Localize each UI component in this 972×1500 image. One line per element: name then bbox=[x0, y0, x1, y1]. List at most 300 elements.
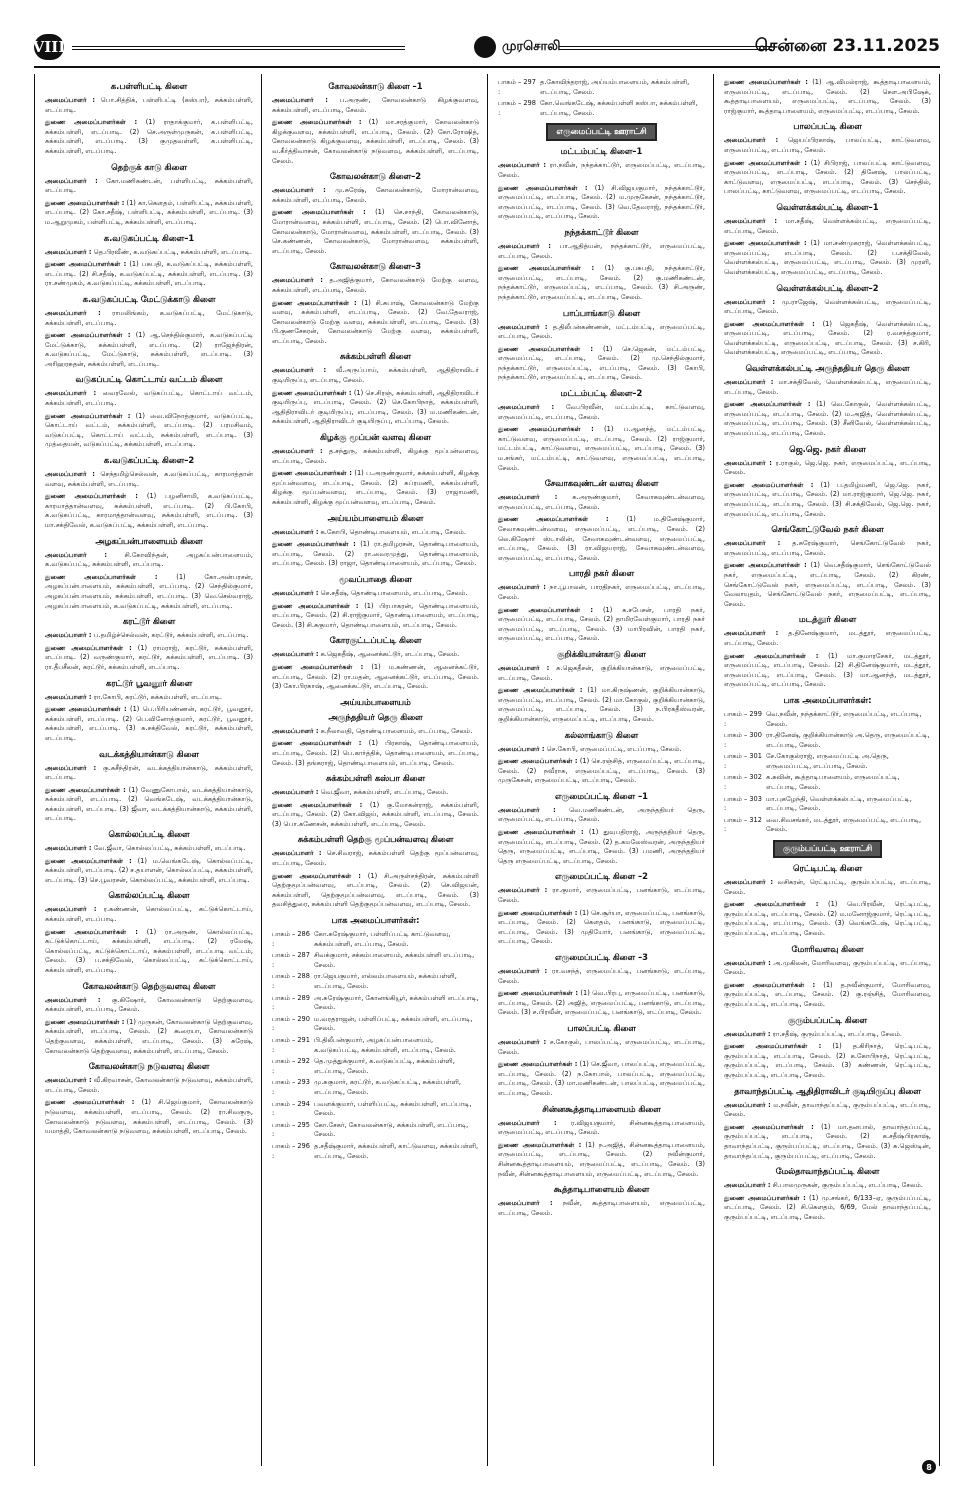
booth-row bbox=[272, 1100, 479, 1119]
role-label: துணை அமைப்பாளர்கள் : bbox=[272, 871, 361, 880]
branch-title bbox=[45, 162, 253, 174]
role-label: அமைப்பாளர் : bbox=[272, 588, 319, 597]
role-label: துணை அமைப்பாளர்கள் : bbox=[45, 411, 131, 420]
member-details: செந்தமிழ்செல்வன், க.வடுகப்பட்டி, காரமாத்தான் வளவு, சுக்கம்பள்ளி, எடப்பாடி. bbox=[45, 470, 253, 488]
member-details: பா.ஆதித்யன், நந்தக்காட்டூர், எருமைப்பட்டி, எடப்பாடி, சேலம். bbox=[498, 241, 705, 260]
member-details: த.அஜித்குமார், கோவலன்காடு மேற்கு வளவு, சுக்கம்பள்ளி, எடப்பாடி, சேலம். bbox=[272, 276, 479, 294]
role-label: துணை அமைப்பாளர்கள் : bbox=[45, 1017, 125, 1026]
branch-section bbox=[45, 81, 253, 157]
member-entry bbox=[724, 561, 931, 609]
member-entry bbox=[45, 1076, 253, 1095]
member-entry bbox=[272, 727, 479, 737]
member-entry bbox=[45, 1018, 253, 1056]
member-details: வே.ஜீவா, கொல்லப்பட்டி, சுக்கம்பள்ளி, எடப்பாடி. bbox=[93, 844, 246, 853]
member-details: ராமலிங்கம், க.வடுகப்பட்டி, மேட்டுகாடு, சுக்கம்பள்ளி, எடப்பாடி. bbox=[45, 308, 253, 327]
member-details: ச.கோகுல், பாலப்பட்டி, எருமைப்பட்டி, எடப்பாடி, சேலம். bbox=[498, 1037, 705, 1056]
booth-organizer: ம.வரதராஜன், பள்ளிப்பட்டி, சுக்கம்பள்ளி, எடப்பாடி, சேலம். bbox=[314, 1014, 473, 1033]
branch-title bbox=[724, 524, 931, 536]
booth-row bbox=[272, 930, 479, 949]
section-title-text: எருமைப்பட்டி கிளை –3 bbox=[555, 952, 648, 962]
branch-section bbox=[45, 981, 253, 1057]
role-label: துணை அமைப்பாளர்கள் : bbox=[724, 651, 819, 660]
member-details: ரா.நவீன், நந்தக்காட்டூர், எருமைப்பட்டி, எடப்பாடி, சேலம். bbox=[498, 161, 705, 179]
section-title-text: தெற்குக் காடு கிளை bbox=[111, 161, 187, 172]
booth-row bbox=[272, 1121, 479, 1140]
member-entry bbox=[45, 996, 253, 1015]
section-title-text: எருமைப்பட்டி ஊராட்சி bbox=[546, 123, 656, 141]
member-details: ரா.வசந்த், எருமைப்பட்டி, பனங்காடு, எடப்பாடி, சேலம். bbox=[498, 967, 705, 985]
member-entry bbox=[724, 320, 931, 358]
booth-number: பாகம் – 299 : bbox=[724, 709, 762, 728]
member-entry bbox=[272, 650, 479, 660]
branch-section bbox=[498, 227, 705, 303]
member-entry bbox=[724, 1101, 931, 1120]
member-details: ஜெயப்பிரகாஷ், பாலப்பட்டி, காட்டுவளவு, எருமைப்பட்டி, எடப்பாடி, சேலம். bbox=[724, 136, 931, 154]
member-entry bbox=[724, 78, 931, 116]
member-details: (1) வெ.கோகுல், வெள்ளக்கல்பட்டி, எருமைப்பட்டி, எடப்பாடி, சேலம். (2) ம.அஜித், வெள்ளக்கல்பட்டி, எருமைப்பட்டி, எடப்பாடி, சேலம். (3) சீனிவேல், வெள்ளக்கல்பட்டி, எருமைப்பட்டி, எடப்பாடி, சேலம். bbox=[724, 400, 931, 438]
role-label: துணை அமைப்பாளர்கள் : bbox=[45, 1098, 135, 1107]
section-title-text: மேல்தாவாந்தப்பட்டி கிளை bbox=[775, 1166, 880, 1177]
member-details: (1) முருகன், கோவலன்காடு தெற்குவளவு, சுக்கம்பள்ளி, எடப்பாடி, சேலம். (2) கூரையா, கோவலன்காடு தெற்குவளவு, சுக்கம்பள்ளி, எடப்பாடி, சேலம். (3) சுரேஷ், கோவலன்காடு தெற்குவளவு, சுக்கம்பள்ளி, எடப்பாடி, சேலம். bbox=[45, 1017, 253, 1055]
role-label: அமைப்பாளர் : bbox=[45, 692, 92, 701]
role-label: அமைப்பாளர் : bbox=[498, 967, 548, 975]
section-title-text: குறிக்கியான்காடு கிளை bbox=[557, 648, 646, 659]
branch-title bbox=[272, 261, 479, 273]
member-entry bbox=[498, 989, 705, 1018]
role-label: அமைப்பாளர் : bbox=[272, 366, 327, 375]
column-1 bbox=[35, 74, 259, 1466]
role-label: துணை அமைப்பாளர்கள் : bbox=[724, 900, 819, 909]
member-entry bbox=[272, 801, 479, 830]
member-details: (1) ராமராஜ், கரட்டூர், சுக்கம்பள்ளி, எடப்பாடி. (2) வருண்குமார், கரட்டூர், சுக்கம்பள்ளி, எடப்பாடி. (3) ரா.தீபசீலன், கரட்டூர், சுக்கம்பள்ளி, எடப்பாடி. bbox=[45, 643, 253, 671]
booth-row bbox=[272, 1142, 479, 1161]
branch-section bbox=[272, 834, 479, 910]
booth-row bbox=[498, 78, 705, 97]
booth-row bbox=[724, 795, 931, 814]
branch-section bbox=[498, 952, 705, 1018]
role-label: துணை அமைப்பாளர்கள் : bbox=[498, 183, 588, 192]
member-entry bbox=[724, 652, 931, 690]
member-entry bbox=[724, 1194, 931, 1223]
branch-title bbox=[724, 695, 931, 707]
branch-section bbox=[724, 1015, 931, 1081]
member-entry bbox=[272, 299, 479, 347]
branch-section bbox=[272, 697, 479, 768]
member-details: ரா.கோபி, கரட்டூர், சுக்கம்பள்ளி, எடப்பாடி. bbox=[93, 692, 222, 701]
role-label: அமைப்பாளர் : bbox=[498, 241, 551, 250]
member-entry bbox=[272, 528, 479, 538]
member-entry bbox=[45, 492, 253, 530]
branch-title bbox=[724, 1086, 931, 1098]
branch-section bbox=[45, 536, 253, 612]
role-label: அமைப்பாளர் : bbox=[724, 136, 779, 145]
role-label: துணை அமைப்பாளர்கள் : bbox=[498, 344, 593, 353]
branch-section bbox=[498, 568, 705, 644]
member-details: வெ.ஜீவா, சுக்கம்பள்ளி, எடப்பாடி, சேலம். bbox=[320, 788, 449, 797]
branch-title bbox=[498, 1184, 705, 1196]
role-label: அமைப்பாளர் : bbox=[45, 470, 95, 479]
branch-title bbox=[272, 351, 479, 363]
booth-number: பாகம் – 302 : bbox=[724, 773, 762, 792]
member-entry bbox=[272, 589, 479, 599]
member-entry bbox=[724, 1123, 931, 1161]
branch-title bbox=[724, 283, 931, 295]
section-title-text: அய்யம்பாளையம் bbox=[340, 696, 411, 707]
section-title-text: க.பள்ளிபட்டி கிளை bbox=[110, 81, 188, 91]
role-label: துணை அமைப்பாளர்கள் : bbox=[724, 980, 816, 989]
member-entry bbox=[724, 959, 931, 978]
booth-organizer: அ.சுரேஷ்குமார், கோனங்கியூர், சுக்கம்பள்ளி எடப்பாடி, சேலம். bbox=[314, 993, 479, 1012]
member-entry bbox=[498, 1141, 705, 1179]
member-entry bbox=[272, 276, 479, 295]
branch-title bbox=[498, 568, 705, 580]
member-details: (1) சி.விஜயகுமார், நந்தக்காட்டூர், எருமைப்பட்டி, எடப்பாடி, சேலம். (2) ம.முருகேசன், நந்தக்காட்டூர், எருமைப்பட்டி, எடப்பாடி, சேலம். (3) வெ.தேவராஜ், நந்தக்காட்டூர், எருமைப்பட்டி, எடப்பாடி, சேலம். bbox=[498, 183, 705, 221]
branch-section bbox=[498, 730, 705, 786]
section-title-text: மோரிவளவு கிளை bbox=[791, 943, 864, 954]
branch-title bbox=[45, 829, 253, 841]
role-label: அமைப்பாளர் : bbox=[272, 96, 328, 104]
member-details: (1) பிரகாஷ், தொண்டிபாளையம், எடப்பாடி, சேலம். (2) பெ.கார்த்திக், தொண்டிபாளையம், எடப்பாடி, சேலம். (3) தங்கராஜ், தொண்டிபாளையம், எடப்பாடி, சேலம். bbox=[272, 739, 479, 767]
role-label: துணை அமைப்பாளர்கள் : bbox=[45, 856, 132, 865]
member-details: (1) ம.கண்ணன், ஆனைக்கட்டூர், எடப்பாடி, சேலம். (2) ரா.மதன், ஆனைக்கட்டூர், எடப்பாடி, சேலம். (3) கோ.பிரகாஷ், ஆனைக்கட்டூர், எடப்பாடி, சேலம். bbox=[272, 662, 479, 691]
member-entry bbox=[45, 248, 253, 258]
branch-section bbox=[272, 81, 479, 166]
section-title-text: எருமைப்பட்டி கிளை –2 bbox=[555, 871, 648, 882]
masthead bbox=[474, 36, 561, 58]
role-label: துணை அமைப்பாளர்கள் : bbox=[498, 605, 593, 614]
booth-organizer: சிவக்குமார், சக்கம்பாளையம், சுக்கம்பள்ளி எடப்பாடி, சேலம். bbox=[314, 951, 475, 969]
role-label: துணை அமைப்பாளர்கள் : bbox=[45, 785, 126, 794]
branch-title bbox=[45, 616, 253, 628]
section-title-text: கோவலன்காடு கிளை –1 bbox=[328, 81, 423, 91]
branch-section bbox=[45, 678, 253, 744]
role-label: அமைப்பாளர் : bbox=[724, 1029, 771, 1038]
booth-number: பாகம் – 293 : bbox=[272, 1078, 310, 1096]
member-details: (1) த.கிரிநாத், ரெட்டிபட்டி, குரும்பப்பட்டி, எடப்பாடி, சேலம். (2) க.கோபிநாத், ரெட்டிபட்டி, குரும்பப்பட்டி, எடப்பாடி, சேலம். (3) கண்ணன், ரெட்டிபட்டி, குரும்பப்பட்டி, எடப்பாடி, சேலம். bbox=[724, 1042, 931, 1079]
branch-section bbox=[724, 1166, 931, 1222]
section-title-text: க.வடுகப்பட்டி மேட்டுக்காடு கிளை bbox=[82, 293, 216, 304]
role-label: துணை அமைப்பாளர்கள் : bbox=[724, 1042, 822, 1051]
branch-title bbox=[45, 981, 253, 993]
role-label: அமைப்பாளர் : bbox=[498, 1037, 547, 1046]
dateline: சென்னை 23.11.2025 bbox=[754, 36, 940, 56]
member-details: த.திலீபன்கண்ணன், மட்டம்பட்டி, எருமைப்பட்டி, எடப்பாடி, சேலம். bbox=[498, 322, 705, 341]
branch-section bbox=[724, 695, 931, 835]
branch-section bbox=[724, 1086, 931, 1162]
role-label: அமைப்பாளர் : bbox=[45, 1076, 92, 1085]
member-entry bbox=[498, 161, 705, 180]
section-title-text: நந்தக்காட்டூர் கிளை bbox=[564, 226, 639, 237]
member-details: (1) பிரபாகரன், தொண்டிபாளையம், எடப்பாடி, சேலம். (2) சி.ராஜ்குமார், தொண்டிபாளையம், எடப்பாடி, சேலம். (3) சி.சுகுமார், தொண்டிபாளையம், எடப்பாடி, சேலம். bbox=[272, 601, 479, 629]
section-title-text: பாக அமைப்பாளர்கள்: bbox=[783, 694, 872, 705]
booth-organizer: பவளக்குமார், பள்ளிப்பட்டி, சுக்கம்பள்ளி, எடப்பாடி, சேலம். bbox=[314, 1099, 472, 1118]
member-entry bbox=[45, 118, 253, 156]
branch-title bbox=[45, 233, 253, 245]
member-details: (1) பெ.பிரியண்ணன், கரட்டூர், பூவனூர், சுக்கம்பள்ளி, எடப்பாடி. (2) பெ.வினோத்குமார், கரட்டூர், பூவனூர், சுக்கம்பள்ளி, எடப்பாடி. (3) சு.சக்திவேல், கரட்டூர், சுக்கம்பள்ளி, எடப்பாடி. bbox=[45, 705, 253, 742]
member-entry bbox=[45, 260, 253, 289]
member-entry bbox=[272, 602, 479, 631]
role-label: துணை அமைப்பாளர்கள் : bbox=[45, 118, 138, 127]
member-entry bbox=[272, 663, 479, 692]
section-title-text: பாக அமைப்பாளர்கள்: bbox=[331, 915, 420, 926]
member-entry bbox=[498, 806, 705, 825]
role-label: துணை அமைப்பாளர்கள் : bbox=[724, 1193, 806, 1202]
branch-title bbox=[272, 834, 479, 846]
member-entry bbox=[45, 177, 253, 196]
role-label: அமைப்பாளர் : bbox=[724, 878, 773, 887]
branch-title bbox=[498, 308, 705, 320]
member-entry bbox=[272, 186, 479, 205]
member-entry bbox=[724, 239, 931, 277]
role-label: துணை அமைப்பாளர்கள் : bbox=[724, 239, 807, 248]
member-details: (1) மா.சண்முகராஜ், வெள்ளக்கல்பட்டி, எருமைப்பட்டி, எடப்பாடி, சேலம். (2) ப.சக்திவேல், வெள்ளக்கல்பட்டி, எருமைப்பட்டி, எடப்பாடி, சேலம். (3) முரளி, வெள்ளக்கல்பட்டி, எருமைப்பட்டி, எடப்பாடி, சேலம். bbox=[724, 239, 931, 276]
member-entry bbox=[45, 928, 253, 976]
branch-title bbox=[272, 773, 479, 785]
branch-section bbox=[272, 351, 479, 427]
member-details: (1) ப.ஆனந்த், மட்டம்பட்டி, காட்டுவளவு, எருமைப்பட்டி, எடப்பாடி, சேலம். (2) ராஜ்குமார், மட்டம்பட்டி, காட்டுவளவு, எருமைப்பட்டி, எடப்பாடி, சேலம். (3) ம.சங்கர், மட்டம்பட்டி, காட்டுவளவு, எருமைப்பட்டி, எடப்பாடி, சேலம். bbox=[498, 425, 705, 472]
section-title-text: கோவலன்காடு கிளை–3 bbox=[329, 261, 422, 272]
branch-title bbox=[272, 697, 479, 709]
booth-number: பாகம் – 286 : bbox=[272, 930, 310, 948]
branch-section bbox=[724, 78, 931, 116]
member-entry bbox=[498, 242, 705, 261]
member-entry bbox=[498, 1119, 705, 1138]
branch-title bbox=[724, 363, 931, 375]
branch-title bbox=[272, 635, 479, 647]
member-entry bbox=[498, 886, 705, 905]
section-title-text: பாரதி நகர் கிளை bbox=[568, 568, 635, 579]
member-details: நா.பூபாலன், பாரதிநகர், எருமைப்பட்டி, எடப்பாடி, சேலம். bbox=[498, 583, 705, 601]
member-entry bbox=[45, 844, 253, 854]
branch-section bbox=[45, 890, 253, 975]
booth-organizer: ரா.தினேஷ், குறிக்கியான்காடு அ.தெரு, எருமைப்பட்டி, எடப்பாடி, சேலம். bbox=[766, 731, 930, 749]
section-title-text: சுக்கம்பள்ளி கஸ்பா கிளை bbox=[325, 773, 426, 784]
member-entry bbox=[45, 389, 253, 408]
branch-title bbox=[45, 890, 253, 902]
booth-number: பாகம் – 303 : bbox=[724, 794, 762, 813]
section-title-text: அய்யம்பாளையம் கிளை bbox=[327, 512, 424, 523]
role-label: துணை அமைப்பாளர்கள் : bbox=[45, 572, 158, 581]
branch-section bbox=[45, 749, 253, 825]
section-title-text: பாப்பாங்காடு கிளை bbox=[562, 307, 641, 318]
branch-title bbox=[498, 952, 705, 964]
role-label: துணை அமைப்பாளர்கள் : bbox=[724, 561, 807, 570]
branch-title bbox=[498, 227, 705, 239]
booth-organizer: க.சுவின், கூத்தாடிபாளையம், எருமைப்பட்டி, எடப்பாடி, சேலம். bbox=[766, 773, 900, 792]
member-details: (1) கு.பசுபதி, நந்தக்காட்டூர், எருமைப்பட்டி, எடப்பாடி, சேலம். (2) கு.மணிகண்டன், நந்தக்காட்டூர், எருமைப்பட்டி, எடப்பாடி, சேலம். (3) சி.அருண், நந்தக்காட்டூர், எருமைப்பட்டி, எடப்பாடி, சேலம். bbox=[498, 264, 705, 301]
section-title-text: கிழக்கு மூப்பன் வளவு கிளை bbox=[320, 432, 431, 443]
member-details: (1) வெ.சதீஷ்குமார், செங்கோட்டுவேல் நகர், எருமைப்பட்டி, எடப்பாடி, சேலம். (2) கிரண், செங்கோட்டுவேல் நகர், எருமைப்பட்டி, எடப்பாடி, சேலம். (3) வேலாயுதம், செங்கோட்டுவேல் நகர், எருமைப்பட்டி, எடப்பாடி, சேலம். bbox=[724, 561, 931, 608]
branch-section bbox=[272, 773, 479, 829]
branch-section bbox=[724, 863, 931, 939]
role-label: அமைப்பாளர் : bbox=[45, 844, 92, 853]
section-title-text: மட்டம்பட்டி கிளை–1 bbox=[560, 146, 643, 157]
member-details: மு.சுரேஷ், கோவலன்காடு, மோரான்வளவு, சுக்கம்பள்ளி, எடப்பாடி, சேலம். bbox=[272, 186, 479, 204]
section-title-text: குரும்பப்பட்டி ஊராட்சி bbox=[773, 840, 882, 858]
section-title-text: பாலப்பட்டி கிளை bbox=[793, 121, 862, 132]
booth-row bbox=[724, 773, 931, 792]
role-label: துணை அமைப்பாளர்கள் : bbox=[272, 469, 352, 478]
member-entry bbox=[45, 331, 253, 369]
booth-organizer: மு.சுகுமார், கரட்டூர், க.வடுகப்பட்டி, சுக்கம்பள்ளி, எடப்பாடி, சேலம். bbox=[314, 1078, 461, 1096]
branch-title bbox=[498, 871, 705, 883]
branch-section bbox=[498, 1104, 705, 1180]
member-entry bbox=[45, 470, 253, 489]
member-details: (1) ந.அஜித், சின்னகூத்தாடிபாளையம், எருமைப்பட்டி, எடப்பாடி, சேலம். (2) நவீன்குமார், சின்னகூத்தாடிபாளையம், எருமைப்பட்டி, எடப்பாடி, சேலம். (3) நவீன், சின்னகூத்தாடிபாளையம், எருமைப்பட்டி, எடப்பாடி, சேலம். bbox=[498, 1140, 705, 1178]
role-label: துணை அமைப்பாளர்கள் : bbox=[272, 298, 357, 307]
booth-organizer: பி.திலீபன்குமார், அழகப்பன்பாளையம், க.வடுகப்பட்டி, சுக்கம்பள்ளி, எடப்பாடி, சேலம். bbox=[314, 1035, 456, 1054]
member-details: வீ.கிரவாசன், கோவலன்காடு நடுவளவு, சுக்கம்பள்ளி, எடப்பாடி, சேலம். bbox=[45, 1076, 253, 1094]
role-label: துணை அமைப்பாளர்கள் : bbox=[498, 1140, 582, 1149]
section-title-text: தாவாந்தப்பட்டி ஆதிதிராவிடர் குடியிருப்பு கிளை bbox=[734, 1085, 921, 1096]
role-label: அமைப்பாளர் : bbox=[498, 744, 545, 753]
section-title-text: க.வடுகப்பட்டி கிளை–2 bbox=[103, 455, 195, 466]
member-details: (1) செ.ரஞ்சித், எருமைப்பட்டி, எடப்பாடி, சேலம். (2) நவீராசு, எருமைப்பட்டி, எடப்பாடி, சேலம். (3) முருகேசன், எருமைப்பட்டி, எடப்பாடி, சேலம். bbox=[498, 757, 705, 785]
member-details: (1) சி.அருள்சந்திரன், சுக்கம்பள்ளி தெற்குமூப்பன்வளவு, எடப்பாடி, சேலம். (2) செ.விஜயன், சுக்கம்பள்ளி, தெற்குமூப்பன்வளவு, எடப்பாடி, சேலம். (3) தவசித்துரை, சுக்கம்பள்ளி தெற்குமூப்பன்வளவு, எடப்பாடி, சேலம். bbox=[272, 871, 479, 909]
booth-number: பாகம் – 291 : bbox=[272, 1035, 310, 1054]
member-details: (1) கோ.அன்பரசன், அழகப்பன்பாளையம், சுக்கம்பள்ளி, எடப்பாடி. (2) செந்தில்குமார், அழகப்பன்பாளையம், சுக்கம்பள்ளி, எடப்பாடி. (3) வெ.செல்வராஜ், அழகப்பன்பாளையம், க.வடுகப்பட்டி, சுக்கம்பள்ளி, எடப்பாடி. bbox=[45, 572, 253, 610]
booth-organizer: சே.கோகுல்ராஜ், எருமைப்பட்டி அ.தெரு, எருமைப்பட்டி, எடப்பாடி, சேலம். bbox=[766, 752, 889, 770]
branch-section bbox=[45, 233, 253, 289]
role-label: அமைப்பாளர் : bbox=[498, 1199, 553, 1208]
role-label: அமைப்பாளர் : bbox=[498, 161, 546, 170]
member-details: (1) ம.தினேஷ்குமார், சேவாகவுண்டன்வளவு, எருமைப்பட்டி, எடப்பாடி, சேலம். (2) லெ.கிஷோர் ஸ்டாலின், சேவாகவுண்டன்வளவு, எருமைப்பட்டி, எடப்பாடி, சேலம். (3) ரா.விஜயராஜ், சேவாகவுண்டன்வளவு, எருமைப்பட்டி, எடப்பாடி, சேலம். bbox=[498, 515, 705, 562]
member-entry bbox=[45, 857, 253, 886]
booth-number: பாகம் – 300 : bbox=[724, 731, 762, 749]
branch-section bbox=[724, 202, 931, 278]
role-label: அமைப்பாளர் : bbox=[272, 650, 319, 659]
member-details: தெ.பிரவீண், க.வடுகப்பட்டி, சுக்கம்பள்ளி, எடப்பாடி. bbox=[93, 247, 253, 256]
member-entry bbox=[272, 96, 479, 115]
booth-organizer: கோ.வெங்கடேஷ், சுக்கம்பள்ளி கஸ்பா, சுக்கம்பள்ளி, எடப்பாடி, சேலம். bbox=[540, 99, 698, 117]
member-entry bbox=[498, 345, 705, 383]
branch-title bbox=[45, 536, 253, 548]
role-label: அமைப்பாளர் : bbox=[45, 176, 98, 185]
branch-title bbox=[724, 944, 931, 956]
member-entry bbox=[498, 1199, 705, 1218]
member-details: ரா.சதீஷ், குரும்பப்பட்டி, எடப்பாடி, சேலம். bbox=[772, 1029, 902, 1038]
member-details: வசிகரன், ரெட்டிபட்டி, குரும்பப்பட்டி, எடப்பாடி, சேலம். bbox=[724, 878, 931, 896]
branch-section bbox=[498, 478, 705, 563]
member-entry bbox=[498, 1060, 705, 1098]
member-details: (1) ஜெகதீஷ், வெள்ளக்கல்பட்டி, எருமைப்பட்டி, எடப்பாடி, சேலம். (2) ர.வசந்த்குமார், வெள்ளக்கல்பட்டி, எருமைப்பட்டி, எடப்பாடி, சேலம். (3) ச.கிரி, வெள்ளக்கல்பட்டி, எருமைப்பட்டி, எடப்பாடி, சேலம். bbox=[724, 319, 931, 357]
branch-section bbox=[45, 162, 253, 228]
branch-section bbox=[45, 455, 253, 531]
role-label: துணை அமைப்பாளர்கள் : bbox=[45, 198, 125, 207]
role-label: துணை அமைப்பாளர்கள் : bbox=[498, 1060, 578, 1069]
member-details: (1) மா.தனபால், தாவாந்தப்பட்டி, குரும்பப்பட்டி, எடப்பாடி, சேலம். (2) க.சதீஷ்பிரகாஷ், தாவாந்தப்பட்டி, குரும்பப்பட்டி, எடப்பாடி, சேலம். (3) சு.ஜெஸ்டின், தாவாந்தப்பட்டி, குரும்பப்பட்டி, எடப்பாடி, சேலம். bbox=[724, 1122, 931, 1160]
role-label: துணை அமைப்பாளர்கள் : bbox=[272, 540, 356, 549]
section-title-text: க.வடுகப்பட்டி கிளை–1 bbox=[103, 232, 195, 243]
member-entry bbox=[272, 389, 479, 427]
role-label: அமைப்பாளர் : bbox=[45, 995, 101, 1004]
booth-row bbox=[272, 1015, 479, 1034]
section-title-text: கரட்டூர் கிளை bbox=[122, 616, 176, 627]
role-label: துணை அமைப்பாளர்கள் : bbox=[498, 828, 584, 837]
role-label: அமைப்பாளர் : bbox=[272, 186, 326, 195]
booth-row bbox=[272, 1078, 479, 1097]
section-title-text: சுக்கம்பள்ளி கிளை bbox=[339, 351, 412, 362]
role-label: துணை அமைப்பாளர்கள் : bbox=[272, 662, 364, 671]
section-title-text: கோரகுட்டப்பட்டி கிளை bbox=[329, 635, 422, 646]
branch-section bbox=[498, 649, 705, 725]
role-label: துணை அமைப்பாளர்கள் : bbox=[45, 705, 127, 714]
branch-title bbox=[272, 81, 479, 93]
branch-title bbox=[724, 614, 931, 626]
member-details: (1) செ.சிரஞ், சுக்கம்பள்ளி, ஆதிதிராவிடர் குடியிருப்பு, எடப்பாடி, சேலம். (2) செ.கோபிநாத், சுக்கம்பள்ளி, ஆதிதிராவிடர் குடியிருப்பு, எடப்பாடி, சேலம். (3) ம.மணிகண்டன், சுக்கம்பள்ளி, ஆதிதிராவிடர் குடியிருப்பு, எடப்பாடி, சேலம். bbox=[272, 388, 479, 426]
branch-section bbox=[498, 791, 705, 867]
member-details: (1) பழனிசாமி, க.வடுகப்பட்டி, காரமாத்தான்வளவு, சுக்கம்பள்ளி, எடப்பாடி. (2) பி.கோபி, க.வடுகப்பட்டி, காரமாத்தான்வளவு, சுக்கம்பள்ளி, எடப்பாடி. (3) மா.சக்திவேல், க.வடுகப்பட்டி, சுக்கம்பள்ளி, எடப்பாடி. bbox=[45, 492, 253, 529]
booth-row bbox=[272, 1057, 479, 1076]
member-entry bbox=[272, 540, 479, 569]
role-label: அமைப்பாளர் : bbox=[498, 493, 558, 502]
member-entry bbox=[724, 481, 931, 519]
member-details: (1) ஆ.விமல்ராஜ், கூத்தாடிபாளையம், எருமைப்பட்டி, எடப்பாடி, சேலம். (2) செள.அபிஷேக், கூத்தாடிபாளையம், எருமைப்பட்டி, எடப்பாடி, சேலம். (3) ராஜ்குமார், கூத்தாடிபாளையம், எருமைப்பட்டி, எடப்பாடி, சேலம். bbox=[724, 78, 931, 115]
section-title-text: மட்டம்பட்டி கிளை–2 bbox=[560, 388, 643, 399]
booth-number: பாகம் – 312 : bbox=[724, 815, 762, 834]
role-label: அமைப்பாளர் : bbox=[724, 378, 774, 387]
branch-title bbox=[498, 1023, 705, 1035]
role-label: அமைப்பாளர் : bbox=[272, 788, 319, 797]
branch-section bbox=[498, 388, 705, 473]
role-label: அமைப்பாளர் : bbox=[45, 631, 92, 640]
role-label: துணை அமைப்பாளர்கள் : bbox=[724, 158, 807, 167]
member-entry bbox=[45, 693, 253, 703]
role-label: அமைப்பாளர் : bbox=[498, 403, 555, 412]
section-title-text: சின்னகூத்தாடிபாளையம் கிளை bbox=[542, 1103, 661, 1114]
member-details: (1) செ.சூர்யா, எருமைப்பட்டி, பனங்காடு, எடப்பாடி, சேலம். (2) கௌதம், பனங்காடு, எருமைப்பட்டி, எடப்பாடி, சேலம். (3) முதியோர், பனங்காடு, எருமைப்பட்டி, எடப்பாடி, சேலம். bbox=[498, 908, 705, 946]
branch-title bbox=[498, 388, 705, 400]
role-label: துணை அமைப்பாளர்கள் : bbox=[498, 908, 578, 917]
branch-section bbox=[45, 616, 253, 672]
booth-number: பாகம் – 298 : bbox=[498, 99, 536, 117]
member-details: (1) ப.அருண்குமார், சுக்கம்பள்ளி, கிழக்கு மூப்பன்வளவு, எடப்பாடி, சேலம். (2) சுப்ரமணி, சுக்கம்பள்ளி, கிழக்கு மூப்பன்வளவு, எடப்பாடி, சேலம். (3) ராஜாமணி, சுக்கம்பள்ளி, கிழக்கு மூப்பன்வளவு, எடப்பாடி, சேலம். bbox=[272, 469, 479, 506]
branch-section bbox=[724, 363, 931, 439]
member-entry bbox=[498, 909, 705, 947]
member-entry bbox=[724, 900, 931, 938]
role-label: அமைப்பாளர் : bbox=[724, 216, 777, 225]
member-entry bbox=[724, 459, 931, 478]
member-details: (1) கா.கௌதம், பள்ளிபட்டி, சுக்கம்பள்ளி, எடப்பாடி. (2) கோ.சதீஷ், பள்ளிபட்டி, சுக்கம்பள்ளி, எடப்பாடி. (3) ம.ஆறுமுகம், பள்ளிபட்டி, சுக்கம்பள்ளி, எடப்பாடி. bbox=[45, 198, 253, 226]
branch-title bbox=[272, 432, 479, 444]
section-title-text: வடுகப்பட்டி கொட்டாய் வட்டம் கிளை bbox=[75, 374, 223, 385]
role-label: அமைப்பாளர் : bbox=[498, 1118, 557, 1127]
booth-number: பாகம் – 296 : bbox=[272, 1141, 310, 1160]
booth-row bbox=[724, 731, 931, 750]
role-label: துணை அமைப்பாளர்கள் : bbox=[498, 425, 594, 434]
member-details: (1) மா.கிருஷ்ணன், குறிக்கியான்காடு, எருமைப்பட்டி, எடப்பாடி, சேலம். (2) மா.கோகுல், குறிக்கியான்காடு, எருமைப்பட்டி, எடப்பாடி, சேலம். (3) ந.பிரகதீஸ்வரன், குறிக்கியான்காடு, எருமைப்பட்டி, எடப்பாடி, சேலம். bbox=[498, 686, 705, 723]
member-details: (1) ம.வெங்கடேஷ், கொல்லப்பட்டி, சுக்கம்பள்ளி, எடப்பாடி. (2) ச.தயாளன், கொல்லப்பட்டி, சுக்கம்பள்ளி, எடப்பாடி. (3) செ.பூவரசன், கொல்லப்பட்டி, சுக்கம்பள்ளி, எடப்பாடி. bbox=[45, 856, 253, 884]
role-label: துணை அமைப்பாளர்கள் : bbox=[45, 260, 127, 269]
section-title-text: குரும்பப்பட்டி கிளை bbox=[787, 1014, 868, 1025]
section-title-text: கொல்லப்பட்டி கிளை bbox=[108, 829, 190, 840]
member-details: (1) பசுபதி, க.வடுகப்பட்டி, சுக்கம்பள்ளி, எடப்பாடி. (2) சி.சதீஷ், க.வடுகப்பட்டி, சுக்கம்பள்ளி, எடப்பாடி. (3) ரா.சண்முகம், க.வடுகப்பட்டி, சுக்கம்பள்ளி, எடப்பாடி. bbox=[45, 260, 253, 288]
member-entry bbox=[45, 631, 253, 641]
member-details: (1) ரா.அருண், கொல்லப்பட்டி, கட்டுக்கொட்டாய், சுக்கம்பள்ளி, எடப்பாடி. (2) ரமேஷ், கொல்லப்பட்டி, கட்டுக்கொட்டாய், சுக்கம்பள்ளி, எடப்பாடி வட்டம், சேலம். (3) ப.சக்திவேல், கொல்லப்பட்டி, கட்டுக்கொட்டாய், சுக்கம்பள்ளி, எடப்பாடி. bbox=[45, 927, 253, 974]
role-label: அமைப்பாளர் : bbox=[498, 322, 548, 331]
branch-title bbox=[272, 915, 479, 927]
member-details: மா.சக்திவேல், வெள்ளக்கல்பட்டி, எருமைப்பட்டி, எடப்பாடி, சேலம். bbox=[724, 378, 931, 396]
booth-number: பாகம் – 292 : bbox=[272, 1057, 310, 1075]
member-details: (1) துவுபதிராஜ், அருந்ததியர் தெரு, எருமைப்பட்டி, எடப்பாடி, சேலம். (2) த.கமலேஸ்வரன், அருந்ததியர் தெரு, எருமைப்பட்டி, எடப்பாடி, சேலம். (3) பமணி, அருந்ததியர் தெரு எருமைப்பட்டி, எடப்பாடி, சேலம். bbox=[498, 828, 705, 865]
branch-title bbox=[45, 749, 253, 761]
member-details: செ.சதீஷ், தொண்டிபாளையம், எடப்பாடி, சேலம். bbox=[320, 588, 468, 597]
member-details: (1) வெ.பிரபு, எருமைப்பட்டி, பனங்காடு, எடப்பாடி, சேலம். (2) அஜித், எருமைப்பட்டி, பனங்காடு, எடப்பாடி, சேலம். (3) ச.பிரவீன், எருமைப்பட்டி, பனங்காடு, எடப்பாடி, சேலம். bbox=[498, 989, 705, 1017]
member-entry bbox=[45, 705, 253, 743]
member-entry bbox=[498, 583, 705, 602]
member-entry bbox=[272, 447, 479, 466]
branch-title bbox=[45, 374, 253, 386]
